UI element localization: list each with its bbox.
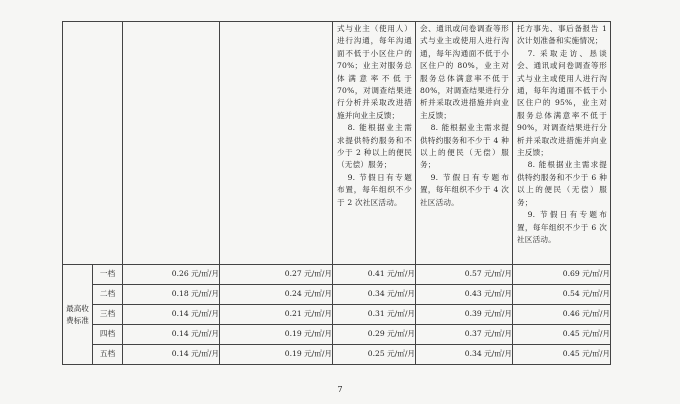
service-cell-col3 — [333, 22, 416, 265]
fee-level: 二档 — [93, 285, 123, 305]
fee-value: 0.43 元/㎡/月 — [416, 285, 513, 305]
fee-row — [63, 325, 611, 345]
fee-row — [63, 265, 611, 285]
fee-value: 0.14 元/㎡/月 — [123, 345, 220, 365]
fee-level: 三档 — [93, 305, 123, 325]
fee-value: 0.39 元/㎡/月 — [416, 305, 513, 325]
fee-value: 0.19 元/㎡/月 — [220, 345, 333, 365]
fee-value: 0.31 元/㎡/月 — [333, 305, 416, 325]
fee-value: 0.19 元/㎡/月 — [220, 325, 333, 345]
fee-value: 0.21 元/㎡/月 — [220, 305, 333, 325]
fee-row — [63, 345, 611, 365]
service-item: 会、通讯或问卷调查等形式与业主或使用人进行沟通，每年沟通面不低于小区住户的 80%，业主对服务总体满意率不低于 80%，对调查结果进行分析并采取改进措施并向业主反馈； — [420, 24, 509, 120]
service-label-cell — [63, 22, 123, 265]
fee-value: 0.69 元/㎡/月 — [513, 265, 611, 285]
service-item: 8. 能根据业主需求提供特约服务和不少于 2 种以上的便民（无偿）服务； — [337, 123, 412, 170]
fee-value: 0.27 元/㎡/月 — [220, 265, 333, 285]
fee-value: 0.34 元/㎡/月 — [333, 285, 416, 305]
fee-value: 0.46 元/㎡/月 — [513, 305, 611, 325]
service-text — [333, 22, 415, 209]
fee-standard-table — [62, 21, 611, 365]
fee-value: 0.18 元/㎡/月 — [123, 285, 220, 305]
service-cell-col4 — [416, 22, 513, 265]
service-content-row — [63, 22, 611, 265]
fee-value: 0.37 元/㎡/月 — [416, 325, 513, 345]
fee-value: 0.57 元/㎡/月 — [416, 265, 513, 285]
fee-level: 一档 — [93, 265, 123, 285]
fee-row — [63, 285, 611, 305]
service-item: 9. 节假日有专题布置，每年组织不少于 2 次社区活动。 — [337, 172, 412, 207]
service-item: 7. 采取走访、恳谈会、通讯或问卷调查等形式与业主或使用人进行沟通，每年沟通面不低于小区住户的 95%，业主对服务总体满意率不低于 90%，对调查结果进行分析并采取改进措施并向业主反馈； — [517, 48, 607, 158]
fee-value: 0.29 元/㎡/月 — [333, 325, 416, 345]
fee-row — [63, 305, 611, 325]
fee-level: 四档 — [93, 325, 123, 345]
fee-value: 0.24 元/㎡/月 — [220, 285, 333, 305]
fee-value: 0.25 元/㎡/月 — [333, 345, 416, 365]
fee-value: 0.54 元/㎡/月 — [513, 285, 611, 305]
service-cell-col1 — [123, 22, 220, 265]
service-text — [513, 22, 610, 246]
service-cell-col5 — [513, 22, 611, 265]
service-item: 式与业主（使用人）进行沟通，每年沟通面不低于小区住户的 70%；业主对服务总体满意率不低于 70%，对调查结果进行分析并采取改进措施并向业主反馈； — [337, 24, 412, 120]
fee-value: 0.45 元/㎡/月 — [513, 345, 611, 365]
service-text — [416, 22, 512, 209]
fee-value: 0.14 元/㎡/月 — [123, 305, 220, 325]
fee-value: 0.14 元/㎡/月 — [123, 325, 220, 345]
fee-value: 0.41 元/㎡/月 — [333, 265, 416, 285]
service-item: 8. 能根据业主需求提供特约服务和不少于 6 种以上的便民（无偿）服务； — [517, 160, 607, 207]
fee-value: 0.34 元/㎡/月 — [416, 345, 513, 365]
service-item: 8. 能根据业主需求提供特约服务和不少于 4 种以上的便民（无偿）服务； — [420, 123, 509, 170]
fee-standard-label: 最高收费标准 — [63, 265, 93, 365]
fee-value: 0.26 元/㎡/月 — [123, 265, 220, 285]
service-item: 9. 节假日有专题布置，每年组织不少于 4 次社区活动。 — [420, 172, 509, 207]
service-cell-col2 — [220, 22, 333, 265]
fee-level: 五档 — [93, 345, 123, 365]
fee-value: 0.45 元/㎡/月 — [513, 325, 611, 345]
service-item: 9. 节假日有专题布置，每年组织不少于 6 次社区活动。 — [517, 210, 607, 244]
page-number: 7 — [337, 385, 343, 394]
service-item: 托方事先、事后备报告 1 次计划准备和实施情况； — [517, 24, 607, 46]
